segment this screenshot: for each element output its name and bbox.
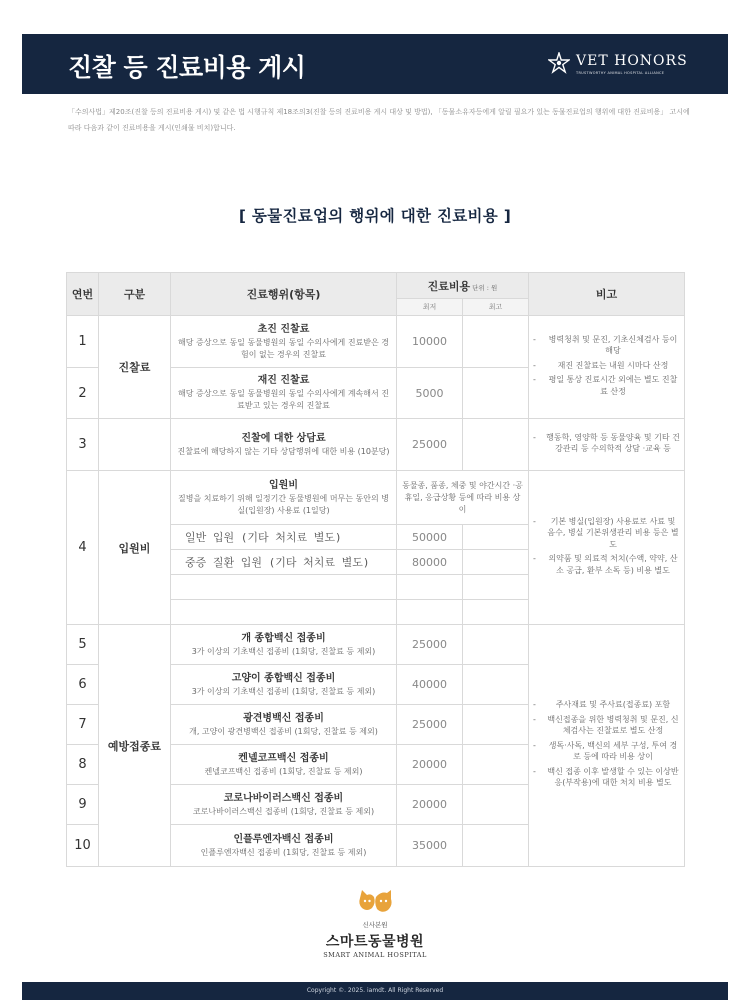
table-header-row [67,273,685,299]
action-desc: 코로나바이러스백신 접종비 (1회당, 진찰료 등 제외) [192,806,375,816]
row-action [171,785,397,825]
action-title: 진찰에 대한 상담료 [241,432,326,444]
row-action [171,600,397,625]
fee-max [463,419,529,471]
page-header [22,34,728,94]
header-remarks: 비고 [529,273,685,316]
page-title: 진찰 등 진료비용 게시 [68,53,306,82]
fee-max [463,316,529,368]
row-category: 예방접종료 [99,625,171,867]
hospital-name-ko: 스마트동물병원 [325,934,425,950]
fee-min: 50000 [397,525,463,550]
table-row [67,419,685,471]
row-action [171,316,397,368]
brand-tagline: TRUSTWORTHY ANIMAL HOSPITAL ALLIANCE [576,71,665,75]
remark-item: - 백신접종을 위한 병력청취 및 문진, 신체검사는 진찰료로 별도 산정 [533,714,680,737]
row-category: 진찰료 [99,316,171,419]
action-title: 코로나바이러스백신 접종비 [223,792,344,804]
row-category: 입원비 [99,471,171,625]
row-action [171,471,397,525]
fee-max [463,625,529,665]
fee-min: 80000 [397,550,463,575]
fee-max [463,665,529,705]
table-row [67,625,685,665]
fee-max [463,705,529,745]
remark-item: - 재진 진찰료는 내원 시마다 산정 [533,360,680,372]
footer [22,982,728,1000]
fee-table [66,272,685,867]
fee-max [463,525,529,550]
row-no: 4 [67,471,99,625]
action-title: 고양이 종합백신 접종비 [231,672,336,684]
row-action [171,419,397,471]
action-desc: 켄넬코프백신 접종비 (1회당, 진찰료 등 제외) [204,766,363,776]
remark-item: - 기본 병실(입원장) 사용료로 사료 및 음수, 병실 기본위생관리 비용 등은 별도 [533,516,680,551]
row-remarks [529,419,685,471]
cat-dog-logo-icon [357,888,393,916]
action-title: 인플루엔자백신 접종비 [233,833,334,845]
row-action [171,575,397,600]
row-category [99,419,171,471]
fee-max [463,785,529,825]
copyright-text: Copyright ©. 2025. iamdt. All Right Reserved [306,987,444,994]
remark-item: - 생독·사독, 백신의 세부 구성, 투여 경로 등에 따라 비용 상이 [533,740,680,763]
fee-min: 5000 [397,368,463,419]
fee-min: 25000 [397,705,463,745]
table-row [67,316,685,368]
fee-max [463,745,529,785]
header-min: 최저 [397,299,463,316]
action-title: 켄넬코프백신 접종비 [238,752,329,764]
action-desc: 3가 이상의 기초백신 접종비 (1회당, 진찰료 등 제외) [191,686,376,696]
row-action: 중증 질환 입원 (기타 처치료 별도) [171,550,397,575]
header-fee-label: 진료비용 [427,279,471,293]
row-no: 6 [67,665,99,705]
section-title: [ 동물진료업의 행위에 대한 진료비용 ] [238,207,512,225]
remark-item: - 의약품 및 의료적 처치(수액, 약약, 산소 공급, 환부 소독 등) 비용 별도 [533,553,680,576]
row-action [171,745,397,785]
row-action [171,705,397,745]
row-no: 8 [67,745,99,785]
action-desc: 3가 이상의 기초백신 접종비 (1회당, 진찰료 등 제외) [191,646,376,656]
fee-min [397,600,463,625]
row-no: 9 [67,785,99,825]
fee-min [397,575,463,600]
remark-item: - 백신 접종 이후 발생할 수 있는 이상반응(부작용)에 대한 처치 비용 별도 [533,766,680,789]
legal-notice: 「수의사법」제20조(진찰 등의 진료비용 게시) 및 같은 법 시행규칙 제18조의3(진찰 등의 진료비용 게시 대상 및 방법), 「동물소유자등에게 알릴 필요가 있는 동물진료업의 행위에 대한 진료비용」 고시에 따라 다음과 같이 진료비용을 게시(인쇄물 비치)합니다. [68,108,690,132]
row-no: 7 [67,705,99,745]
row-no: 2 [67,368,99,419]
row-action [171,665,397,705]
brand-name: VET HONORS [576,53,688,69]
header-no: 연번 [67,273,99,316]
header-category: 구분 [99,273,171,316]
row-action: 일반 입원 (기타 처치료 별도) [171,525,397,550]
header-max: 최고 [463,299,529,316]
action-title: 입원비 [269,479,298,491]
action-desc: 해당 증상으로 동일 동물병원의 동일 수의사에게 진료받은 경험이 없는 경우의 진찰료 [178,337,389,359]
hospital-branch: 신사본원 [362,921,388,929]
action-title: 초진 진찰료 [257,323,310,335]
fee-note: 동물종, 품종, 체중 및 야간시간 ·공휴일, 응급상황 등에 따라 비용 상이 [397,471,529,525]
remark-item: - 평일 통상 진료시간 외에는 별도 진찰료 산정 [533,374,680,397]
fee-max [463,368,529,419]
row-action [171,825,397,867]
action-desc: 인플루엔자백신 접종비 (1회당, 진찰료 등 제외) [200,847,367,857]
remark-item: - 주사재료 및 주사료(접종료) 포함 [533,699,680,711]
fee-min: 35000 [397,825,463,867]
fee-max [463,550,529,575]
action-title: 광견병백신 접종비 [243,712,324,724]
remark-item: - 병력청취 및 문진, 기초신체검사 등이 해당 [533,334,680,357]
row-no: 1 [67,316,99,368]
fee-min: 40000 [397,665,463,705]
table-row [67,471,685,525]
hospital-name-en: SMART ANIMAL HOSPITAL [323,951,427,959]
row-remarks [529,471,685,625]
fee-max [463,600,529,625]
header-fee [397,273,529,299]
row-action [171,368,397,419]
action-desc: 질병을 치료하기 위해 일정기간 동물병원에 머무는 동안의 병실(입원장) 사용료 (1일당) [178,493,389,515]
brand-logo [548,52,688,82]
action-title: 개 종합백신 접종비 [241,632,326,644]
fee-min: 25000 [397,625,463,665]
fee-max [463,825,529,867]
action-desc: 해당 증상으로 동일 동물병원의 동일 수의사에게 계속해서 진료받고 있는 경우의 진찰료 [178,389,389,410]
header-action: 진료행위(항목) [171,273,397,316]
row-remarks [529,316,685,419]
star-icon [548,52,570,74]
action-desc: 진찰료에 해당하지 않는 기타 상담행위에 대한 비용 (10분당) [177,446,390,456]
fee-min: 10000 [397,316,463,368]
remark-item: - 행동학, 영양학 등 동물양육 및 기타 건강관리 등 수의학적 상담 ·교육 등 [533,432,680,455]
fee-min: 25000 [397,419,463,471]
fee-min: 20000 [397,745,463,785]
row-remarks [529,625,685,867]
fee-min: 20000 [397,785,463,825]
row-no: 10 [67,825,99,867]
header-fee-unit: 단위 : 원 [472,283,498,292]
action-title: 재진 진찰료 [257,375,310,386]
row-action [171,625,397,665]
row-no: 5 [67,625,99,665]
action-desc: 개, 고양이 광견병백신 접종비 (1회당, 진찰료 등 제외) [189,726,378,736]
hospital-logo [0,888,750,968]
fee-max [463,575,529,600]
row-no: 3 [67,419,99,471]
